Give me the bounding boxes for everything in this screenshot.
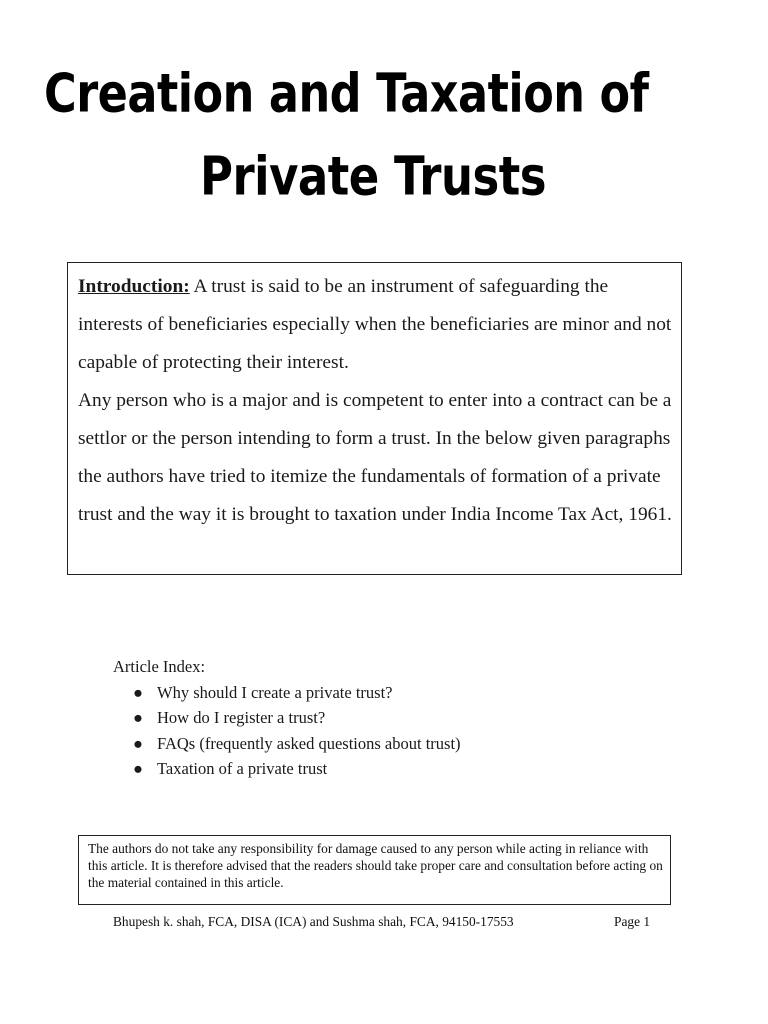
list-item-label: How do I register a trust? — [157, 708, 326, 727]
article-index-list — [113, 680, 461, 782]
list-item — [133, 731, 461, 757]
introduction-heading: Introduction: — [78, 276, 190, 297]
footer-authors: Bhupesh k. shah, FCA, DISA (ICA) and Sushma shah, FCA, 94150-17553 — [113, 914, 514, 929]
bullet-icon: ● — [133, 733, 143, 753]
document-title-line-2: Private Trusts — [200, 145, 547, 208]
article-index — [113, 654, 461, 782]
introduction-text-1: A trust is said to be an instrument of safeguarding the interests of beneficiaries especially when the beneficiaries are minor and not capable of protecting their interest. — [78, 276, 672, 373]
list-item — [133, 680, 461, 706]
list-item-label: Taxation of a private trust — [157, 759, 328, 778]
list-item-label: FAQs (frequently asked questions about trust) — [157, 733, 461, 753]
disclaimer-box: The authors do not take any responsibility for damage caused to any person while acting in reliance with this article. It is therefore advised that the readers should take proper care and consultation before acting on the material contained in this article. — [78, 835, 671, 905]
article-index-heading: Article Index: — [113, 657, 206, 676]
bullet-icon: ● — [133, 682, 143, 702]
list-item — [133, 705, 461, 731]
document-title-line-1: Creation and Taxation of — [44, 62, 649, 125]
introduction-paragraph-1 — [78, 268, 675, 382]
page-number: Page 1 — [614, 914, 651, 929]
bullet-icon: ● — [133, 759, 143, 778]
bullet-icon: ● — [133, 708, 143, 727]
list-item-label: Why should I create a private trust? — [157, 682, 393, 702]
list-item — [133, 756, 461, 782]
introduction-paragraph-2: Any person who is a major and is competent to enter into a contract can be a settlor or the person intending to form a trust. In the below given paragraphs the authors have tried to itemize the fundamentals of formation of a private trust and the way it is brought to taxation under India Income Tax Act, 1961. — [78, 390, 672, 525]
introduction-box — [67, 262, 682, 575]
